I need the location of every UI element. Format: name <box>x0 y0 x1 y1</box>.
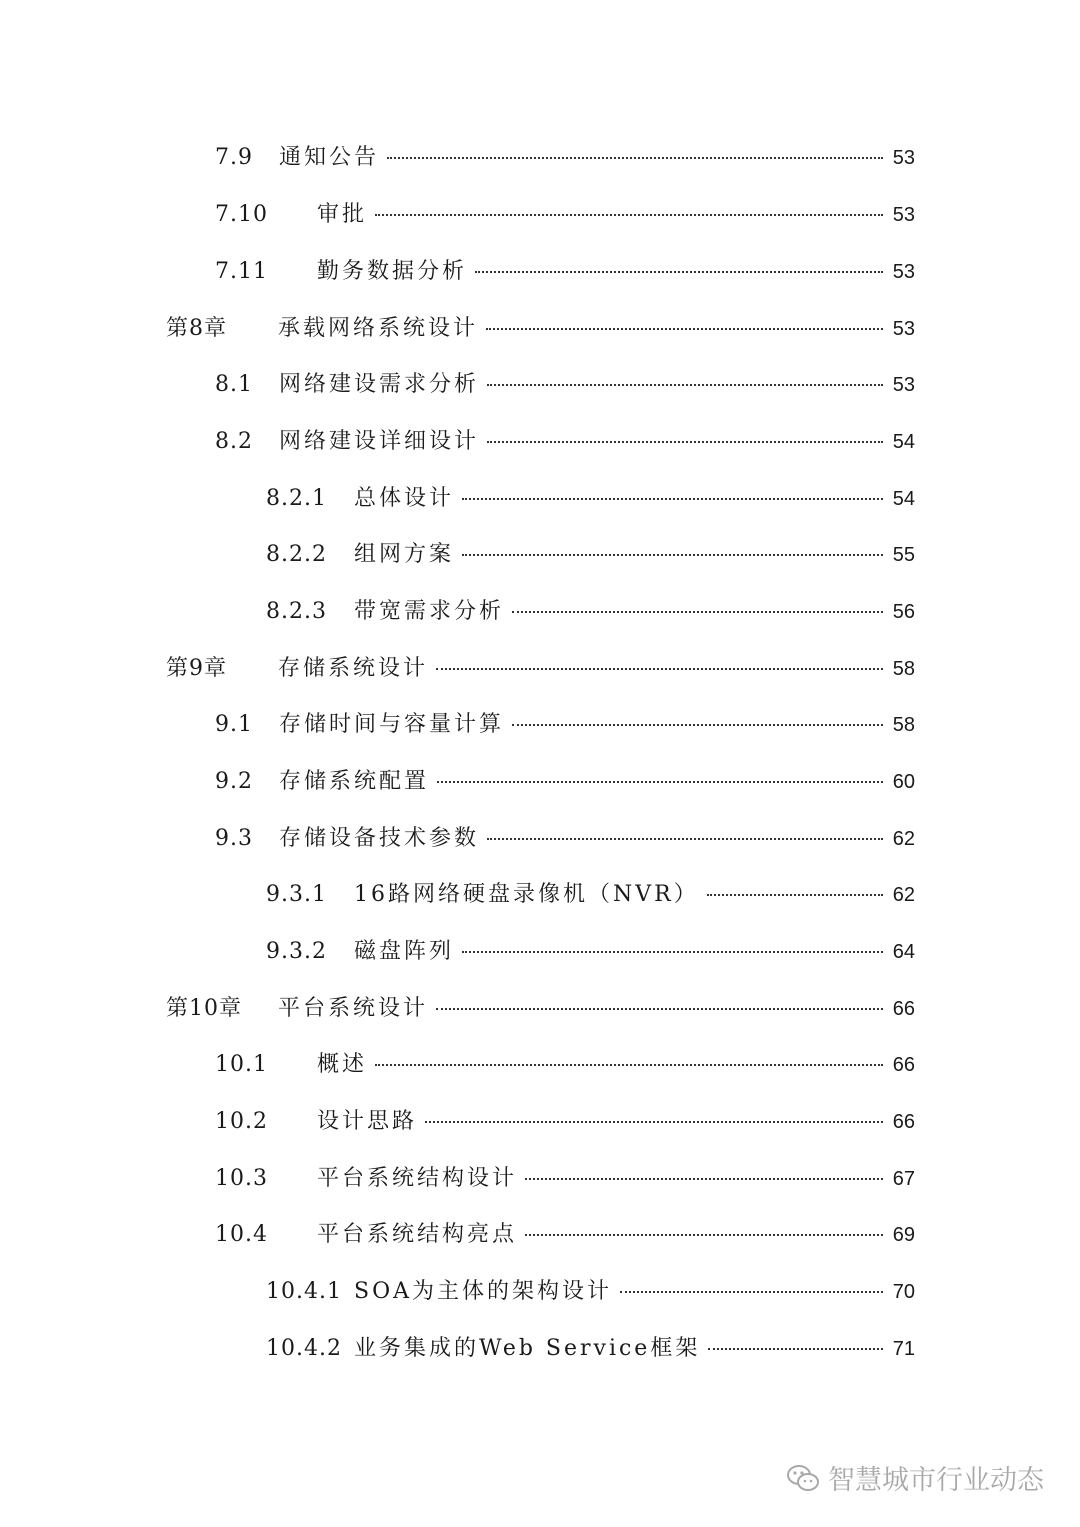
dot-leader <box>436 668 883 670</box>
toc-entry-title: 业务集成的Web Service框架 <box>354 1336 701 1361</box>
watermark-text: 智慧城市行业动态 <box>828 1465 1044 1496</box>
toc-entry-number: 9.1 <box>215 712 253 737</box>
toc-entry-title: 概述 <box>317 1052 368 1077</box>
toc-entry-number: 10.3 <box>215 1166 268 1191</box>
dot-leader <box>512 724 883 726</box>
toc-entry-number: 10.4 <box>215 1222 268 1247</box>
toc-entry-title: 存储时间与容量计算 <box>279 712 505 737</box>
dot-leader <box>425 1121 883 1123</box>
dot-leader <box>525 1178 883 1180</box>
toc-entry-number: 8.1 <box>215 372 253 397</box>
toc-entry-page: 66 <box>892 1054 915 1076</box>
toc-entry-title: 通知公告 <box>279 145 380 170</box>
toc-entry-page: 53 <box>892 147 915 169</box>
toc-entry-number: 9.3.2 <box>266 939 327 964</box>
toc-entry-title: 存储设备技术参数 <box>279 826 480 851</box>
dot-leader <box>512 611 883 613</box>
toc-entry[interactable] <box>215 1104 915 1144</box>
dot-leader <box>707 894 883 896</box>
toc-entry[interactable] <box>215 707 915 747</box>
toc-entry-number: 10.1 <box>215 1052 268 1077</box>
toc-entry-page: 70 <box>892 1281 915 1303</box>
toc-entry-number: 8.2.3 <box>266 599 327 624</box>
toc-entry[interactable] <box>215 197 915 237</box>
toc-entry-title: 网络建设详细设计 <box>279 429 480 454</box>
toc-entry-title: 网络建设需求分析 <box>279 372 480 397</box>
toc-entry[interactable] <box>215 1047 915 1087</box>
toc-entry-title: 平台系统结构亮点 <box>317 1222 518 1247</box>
toc-subentry[interactable] <box>266 934 915 974</box>
dot-leader <box>375 214 883 216</box>
toc-subentry[interactable] <box>266 1274 915 1314</box>
toc-entry-number: 8.2.1 <box>266 486 327 511</box>
toc-entry-page: 62 <box>892 884 915 906</box>
toc-subentry[interactable] <box>266 1331 915 1371</box>
dot-leader <box>436 1008 883 1010</box>
toc-subentry[interactable] <box>266 537 915 577</box>
toc-entry-title: 带宽需求分析 <box>354 599 505 624</box>
toc-chapter-entry[interactable] <box>166 991 915 1031</box>
dot-leader <box>708 1348 883 1350</box>
dot-leader <box>462 498 883 500</box>
dot-leader <box>487 441 883 443</box>
toc-entry-title: 存储系统配置 <box>279 769 430 794</box>
toc-entry-title: 平台系统结构设计 <box>317 1166 518 1191</box>
dot-leader <box>487 838 883 840</box>
toc-entry-title: 审批 <box>317 202 368 227</box>
toc-entry-number: 第10章 <box>166 996 242 1021</box>
toc-subentry[interactable] <box>266 594 915 634</box>
toc-entry-number: 10.4.2 <box>266 1336 342 1361</box>
dot-leader <box>462 554 883 556</box>
toc-entry-page: 71 <box>892 1338 915 1360</box>
toc-entry-number: 9.2 <box>215 769 253 794</box>
toc-entry-page: 56 <box>892 601 915 623</box>
toc-entry-page: 54 <box>892 431 915 453</box>
toc-entry-page: 55 <box>892 544 915 566</box>
dot-leader <box>487 384 883 386</box>
toc-entry[interactable] <box>215 254 915 294</box>
toc-entry[interactable] <box>215 140 915 180</box>
toc-entry-page: 69 <box>892 1224 915 1246</box>
toc-entry-page: 62 <box>892 828 915 850</box>
toc-entry-page: 66 <box>892 998 915 1020</box>
dot-leader <box>525 1234 883 1236</box>
dot-leader <box>486 328 883 330</box>
toc-entry-title: 承载网络系统设计 <box>278 316 479 341</box>
toc-chapter-entry[interactable] <box>166 651 915 691</box>
dot-leader <box>475 271 883 273</box>
toc-entry[interactable] <box>215 1161 915 1201</box>
toc-entry-number: 8.2 <box>215 429 253 454</box>
dot-leader <box>620 1291 883 1293</box>
toc-entry[interactable] <box>215 424 915 464</box>
toc-entry-page: 58 <box>892 658 915 680</box>
toc-entry-number: 8.2.2 <box>266 542 327 567</box>
toc-entry-page: 60 <box>892 771 915 793</box>
toc-entry-title: 16路网络硬盘录像机（NVR） <box>354 882 699 907</box>
wechat-icon <box>786 1464 820 1492</box>
toc-entry-page: 53 <box>892 318 915 340</box>
dot-leader <box>437 781 883 783</box>
toc-entry-number: 10.4.1 <box>266 1279 342 1304</box>
watermark <box>786 1458 1044 1497</box>
dot-leader <box>387 157 883 159</box>
toc-entry-title: SOA为主体的架构设计 <box>354 1279 612 1304</box>
toc-entry-title: 存储系统设计 <box>278 656 429 681</box>
toc-entry[interactable] <box>215 367 915 407</box>
toc-entry-number: 7.10 <box>215 202 268 227</box>
toc-entry-number: 第8章 <box>166 316 227 341</box>
toc-subentry[interactable] <box>266 481 915 521</box>
toc-entry-title: 平台系统设计 <box>278 996 429 1021</box>
toc-entry-number: 10.2 <box>215 1109 268 1134</box>
toc-entry-page: 66 <box>892 1111 915 1133</box>
toc-entry-title: 组网方案 <box>354 542 455 567</box>
toc-chapter-entry[interactable] <box>166 311 915 351</box>
toc-entry-page: 53 <box>892 204 915 226</box>
toc-subentry[interactable] <box>266 877 915 917</box>
toc-entry-number: 7.9 <box>215 145 253 170</box>
toc-entry-page: 53 <box>892 261 915 283</box>
toc-entry-title: 总体设计 <box>354 486 455 511</box>
toc-entry-page: 67 <box>892 1168 915 1190</box>
toc-entry-title: 磁盘阵列 <box>354 939 455 964</box>
toc-entry-number: 9.3 <box>215 826 253 851</box>
toc-entry[interactable] <box>215 764 915 804</box>
toc-entry-page: 54 <box>892 488 915 510</box>
toc-entry[interactable] <box>215 1217 915 1257</box>
toc-entry-page: 58 <box>892 714 915 736</box>
toc-entry[interactable] <box>215 821 915 861</box>
toc-entry-page: 64 <box>892 941 915 963</box>
dot-leader <box>462 951 883 953</box>
toc-entry-title: 设计思路 <box>317 1109 418 1134</box>
toc-entry-page: 53 <box>892 374 915 396</box>
toc-entry-number: 第9章 <box>166 656 227 681</box>
dot-leader <box>375 1064 883 1066</box>
toc-entry-number: 9.3.1 <box>266 882 327 907</box>
toc-entry-number: 7.11 <box>215 259 268 284</box>
toc-entry-title: 勤务数据分析 <box>317 259 468 284</box>
